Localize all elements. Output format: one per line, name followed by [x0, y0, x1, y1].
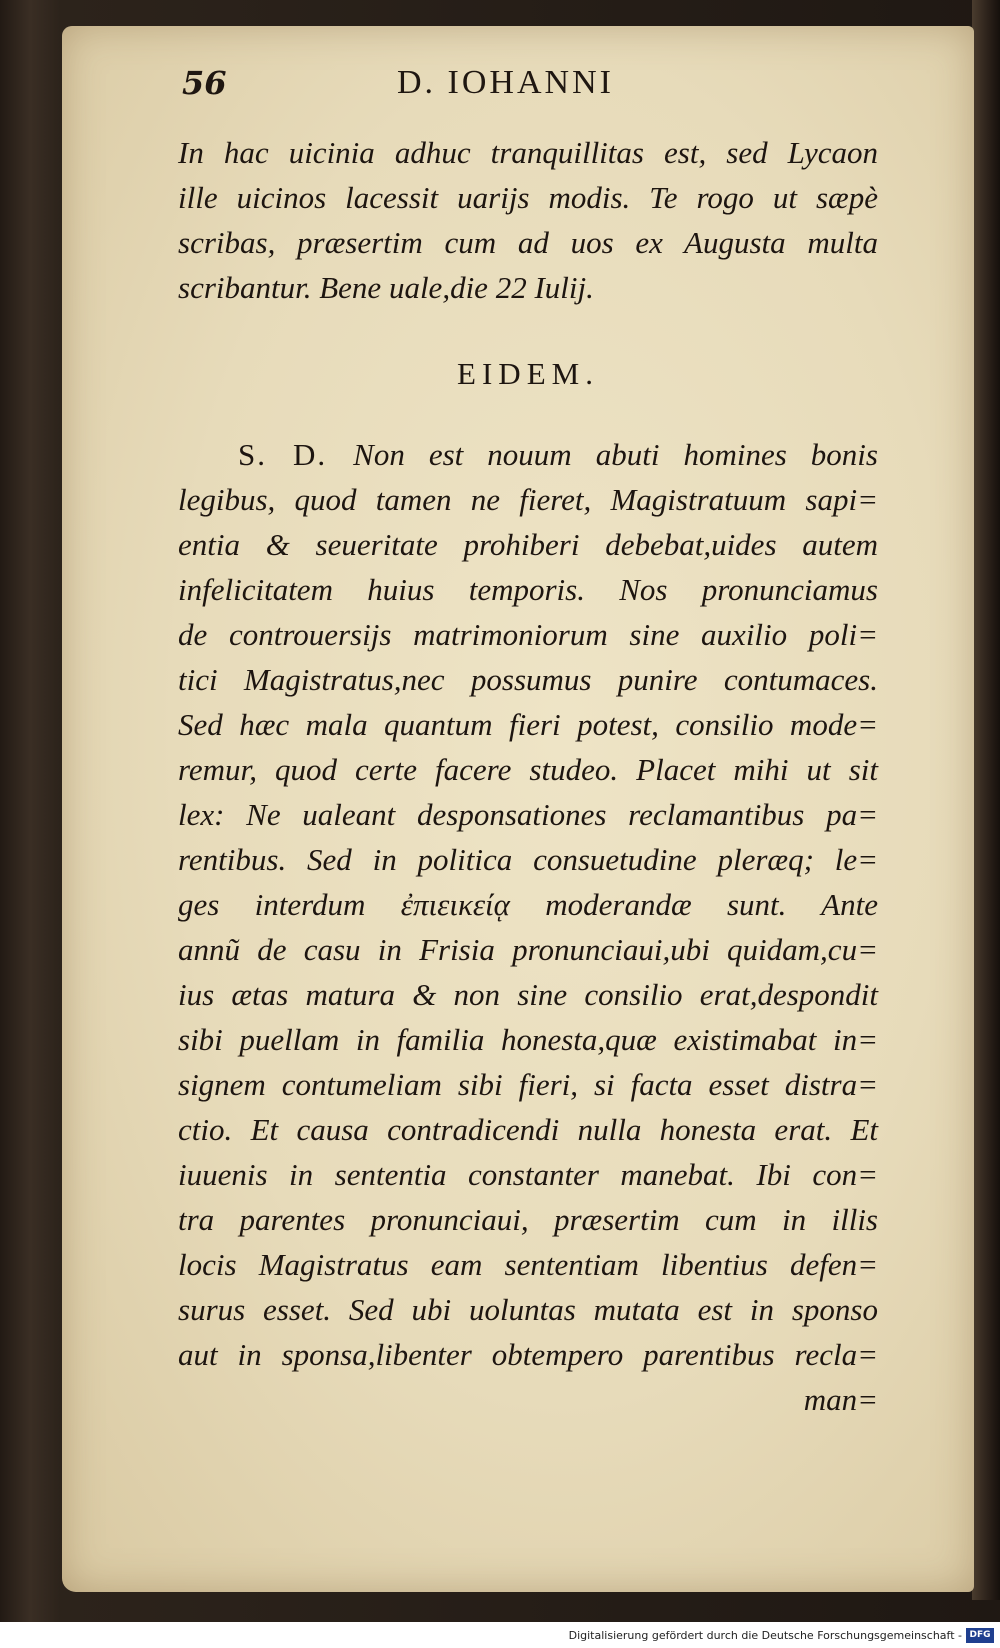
text-line: remur, quod certe facere studeo. Placet mihi ut sit — [178, 752, 878, 787]
letter-heading: EIDEM. — [457, 356, 599, 391]
page-header — [182, 64, 752, 114]
text-line: scribantur. Bene uale,die 22 Iulij. — [178, 270, 594, 305]
letter-ending-paragraph — [178, 130, 878, 310]
text-line: sibi puellam in familia honesta,quæ existimabat in= — [178, 1022, 878, 1057]
book-edge — [972, 0, 1000, 1600]
letter-body-paragraph — [178, 432, 878, 1422]
dfg-logo: DFG — [966, 1628, 994, 1643]
text-line: tici Magistratus,nec possumus punire contumaces. — [178, 662, 878, 697]
text-line-first — [178, 432, 878, 477]
text-line: infelicitatem huius temporis. Nos pronunciamus — [178, 572, 878, 607]
text-line: aut in sponsa,libenter obtempero parentibus recla= — [178, 1337, 878, 1372]
first-line-text: Non est nouum abuti homines bonis — [353, 437, 878, 472]
text-line: annũ de casu in Frisia pronunciaui,ubi quidam,cu= — [178, 932, 878, 967]
text-line: scribas, præsertim cum ad uos ex Augusta multa — [178, 225, 878, 260]
text-line: de controuersijs matrimoniorum sine auxilio poli= — [178, 617, 878, 652]
running-head: D. IOHANNI — [397, 64, 614, 101]
catchword: man= — [803, 1382, 878, 1417]
footer-bar — [0, 1622, 1000, 1648]
text-line: ges interdum ἐπιεικείᾳ moderandæ sunt. Ante — [178, 887, 878, 922]
text-line: locis Magistratus eam sententiam libentius defen= — [178, 1247, 878, 1282]
text-line: legibus, quod tamen ne fieret, Magistratuum sapi= — [178, 482, 878, 517]
text-line: In hac uicinia adhuc tranquillitas est, sed Lycaon — [178, 135, 878, 170]
text-line: entia & seueritate prohiberi debebat,uides autem — [178, 527, 878, 562]
text-line: tra parentes pronunciaui, præsertim cum in illis — [178, 1202, 878, 1237]
text-line: lex: Ne ualeant desponsationes reclamantibus pa= — [178, 797, 878, 832]
page-number: 56 — [182, 64, 227, 102]
text-line: surus esset. Sed ubi uoluntas mutata est in sponso — [178, 1292, 878, 1327]
text-line: Sed hæc mala quantum fieri potest, consilio mode= — [178, 707, 878, 742]
text-line: ille uicinos lacessit uarijs modis. Te rogo ut sæpè — [178, 180, 878, 215]
salutation: S. D. — [238, 437, 328, 472]
funding-credit: Digitalisierung gefördert durch die Deutsche Forschungsgemeinschaft - — [568, 1629, 962, 1642]
text-line: ctio. Et causa contradicendi nulla honesta erat. Et — [178, 1112, 878, 1147]
text-line: signem contumeliam sibi fieri, si facta esset distra= — [178, 1067, 878, 1102]
text-line: rentibus. Sed in politica consuetudine pleræq; le= — [178, 842, 878, 877]
text-line: ius ætas matura & non sine consilio erat,despondit — [178, 977, 878, 1012]
text-line: iuuenis in sententia constanter manebat. Ibi con= — [178, 1157, 878, 1192]
